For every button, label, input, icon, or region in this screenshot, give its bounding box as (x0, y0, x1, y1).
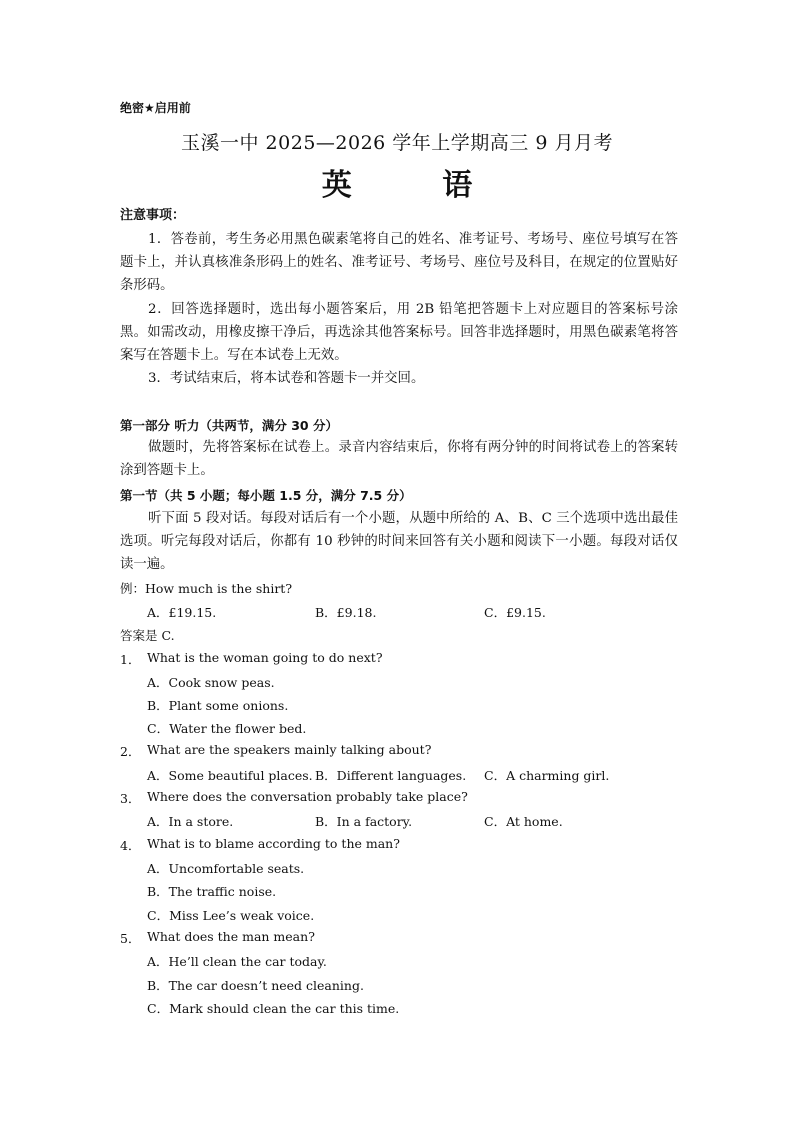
option-c: C．Miss Lee’s weak voice. (147, 908, 315, 923)
option-a: A．Cook snow peas. (147, 675, 275, 690)
notice-item: 1．答卷前，考生务必用黑色碳素笔将自己的姓名、准考证号、考场号、座位号填写在答题卡上，并认真核准条形码上的姓名、准考证号、考场号、座位号及科目，在规定的位置贴好条形码。 (120, 232, 678, 293)
option-b: B．Different languages. (315, 768, 467, 783)
section1-instruction: 听下面 5 段对话。每段对话后有一个小题，从题中所给的 A、B、C 三个选项中选出最佳选项。听完每段对话后，你都有 10 秒钟的时间来回答有关小题和阅读下一小题。每段对话仅读一遍。 (120, 511, 678, 572)
option-a: A．Some beautiful places. (147, 768, 313, 783)
option-c: C．Water the flower bed. (147, 721, 307, 736)
question-text: Where does the conversation probably take place? (147, 789, 468, 804)
question-number: 4． (120, 838, 141, 853)
question-text: What is the woman going to do next? (147, 650, 383, 665)
question-text: What does the man mean? (147, 929, 315, 944)
option-c: C．A charming girl. (484, 768, 610, 783)
exam-title: 玉溪一中 2025—2026 学年上学期高三 9 月月考 (181, 132, 613, 154)
question-text: What are the speakers mainly talking about? (147, 742, 432, 757)
option-b: B．Plant some onions. (147, 698, 289, 713)
notice-item: 3．考试结束后，将本试卷和答题卡一并交回。 (148, 371, 425, 386)
example-answer: 答案是 C. (120, 628, 175, 643)
part1-heading: 第一部分 听力（共两节，满分 30 分） (120, 418, 338, 433)
option-a: A．In a store. (147, 814, 234, 829)
option-c: C．Mark should clean the car this time. (147, 1001, 400, 1016)
subject-title: 英 语 (321, 168, 513, 203)
example-option-c: C．£9.15. (484, 605, 546, 620)
option-b: B．The car doesn’t need cleaning. (147, 978, 364, 993)
option-a: A．Uncomfortable seats. (147, 861, 305, 876)
question-text: What is to blame according to the man? (147, 836, 400, 851)
option-b: B．In a factory. (315, 814, 413, 829)
question-number: 1． (120, 652, 141, 667)
question-number: 5． (120, 931, 141, 946)
example-option-b: B．£9.18. (315, 605, 377, 620)
option-c: C．At home. (484, 814, 563, 829)
option-b: B．The traffic noise. (147, 884, 277, 899)
part1-instruction: 做题时，先将答案标在试卷上。录音内容结束后，你将有两分钟的时间将试卷上的答案转涂到答题卡上。 (120, 440, 678, 478)
question-number: 2． (120, 744, 141, 759)
example-option-a: A．£19.15. (147, 605, 217, 620)
confidential-label: 绝密★启用前 (120, 101, 191, 115)
section1-heading: 第一节（共 5 小题；每小题 1.5 分，满分 7.5 分） (120, 488, 412, 503)
notice-heading: 注意事项： (120, 208, 186, 223)
example-question: 例：How much is the shirt? (120, 581, 293, 596)
notice-item: 2．回答选择题时，选出每小题答案后，用 2B 铅笔把答题卡上对应题目的答案标号涂黑。如需改动，用橡皮擦干净后，再选涂其他答案标号。回答非选择题时，用黑色碳素笔将答案写在答题卡上。写在本试卷上无效。 (120, 302, 678, 363)
question-number: 3． (120, 791, 141, 806)
option-a: A．He’ll clean the car today. (147, 954, 327, 969)
